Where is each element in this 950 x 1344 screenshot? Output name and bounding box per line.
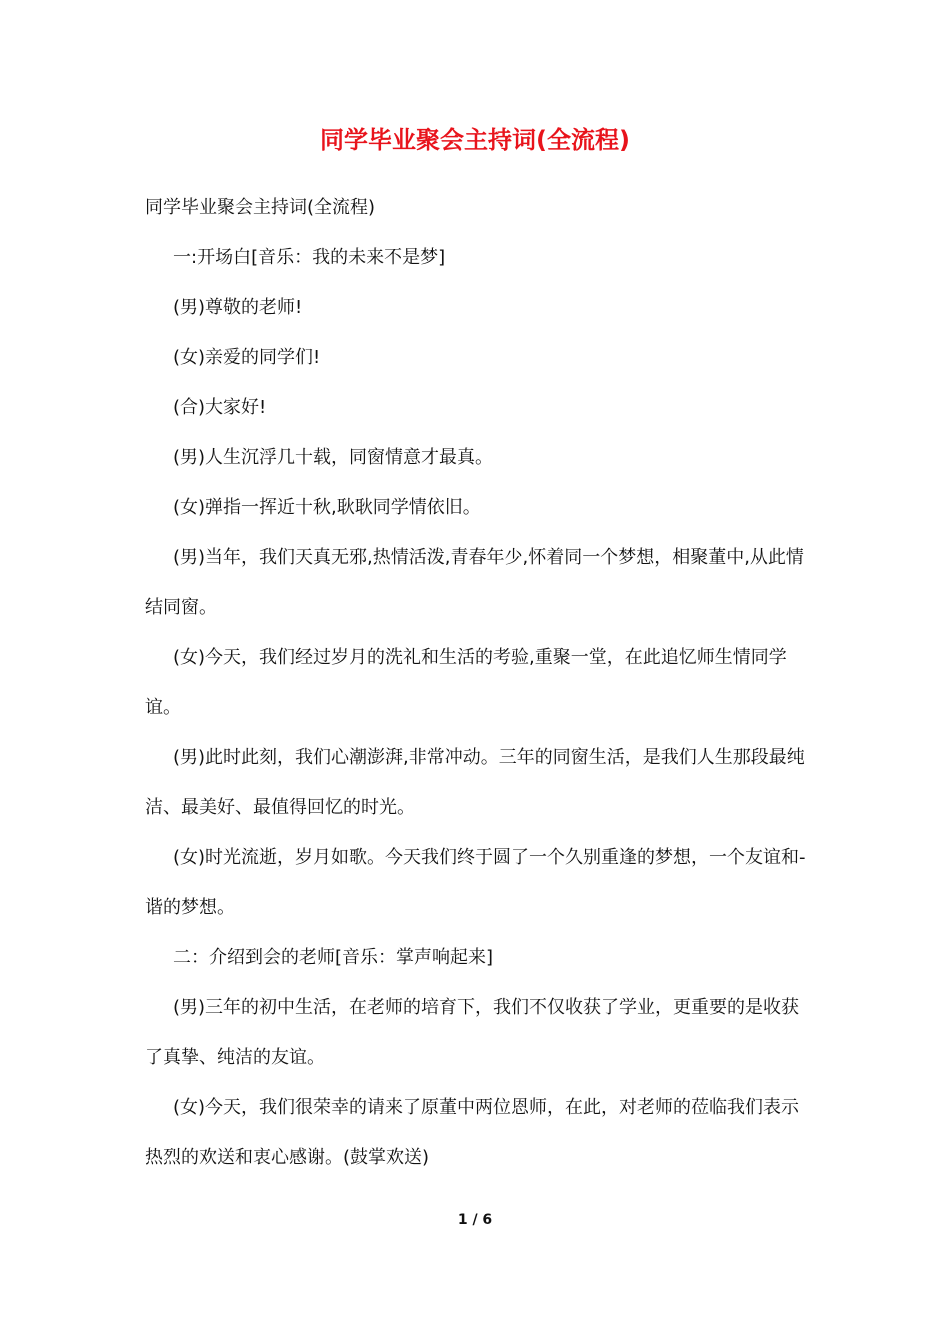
paragraph: (女)时光流逝，岁月如歌。今天我们终于圆了一个久别重逢的梦想，一个友谊和-谐的梦想。 — [145, 847, 806, 918]
paragraph: (女)今天，我们经过岁月的洗礼和生活的考验,重聚一堂，在此追忆师生情同学谊。 — [145, 647, 787, 718]
paragraph: 二：介绍到会的老师[音乐：掌声响起来] — [173, 947, 494, 968]
paragraph: (男)尊敬的老师! — [173, 297, 303, 318]
paragraph: (男)此时此刻，我们心潮澎湃,非常冲动。三年的同窗生活，是我们人生那段最纯洁、最美好、最值得回忆的时光。 — [145, 747, 805, 818]
document-title: 同学毕业聚会主持词(全流程) — [320, 126, 630, 154]
paragraph: (女)弹指一挥近十秋,耿耿同学情依旧。 — [173, 497, 481, 518]
paragraph: (女)亲爱的同学们! — [173, 347, 321, 368]
paragraph: (合)大家好! — [173, 397, 267, 418]
document-body — [145, 183, 810, 1183]
paragraph: 一:开场白[音乐：我的未来不是梦] — [173, 247, 446, 268]
page-number: 1 / 6 — [457, 1212, 493, 1228]
paragraph: 同学毕业聚会主持词(全流程) — [145, 197, 376, 218]
paragraph: (男)当年，我们天真无邪,热情活泼,青春年少,怀着同一个梦想，相聚董中,从此情结同窗。 — [145, 547, 804, 618]
paragraph: (女)今天，我们很荣幸的请来了原董中两位恩师，在此，对老师的莅临我们表示热烈的欢送和衷心感谢。(鼓掌欢送) — [145, 1097, 800, 1168]
paragraph: (男)三年的初中生活，在老师的培育下，我们不仅收获了学业，更重要的是收获了真挚、纯洁的友谊。 — [145, 997, 800, 1068]
paragraph: (男)人生沉浮几十载，同窗情意才最真。 — [173, 447, 494, 468]
